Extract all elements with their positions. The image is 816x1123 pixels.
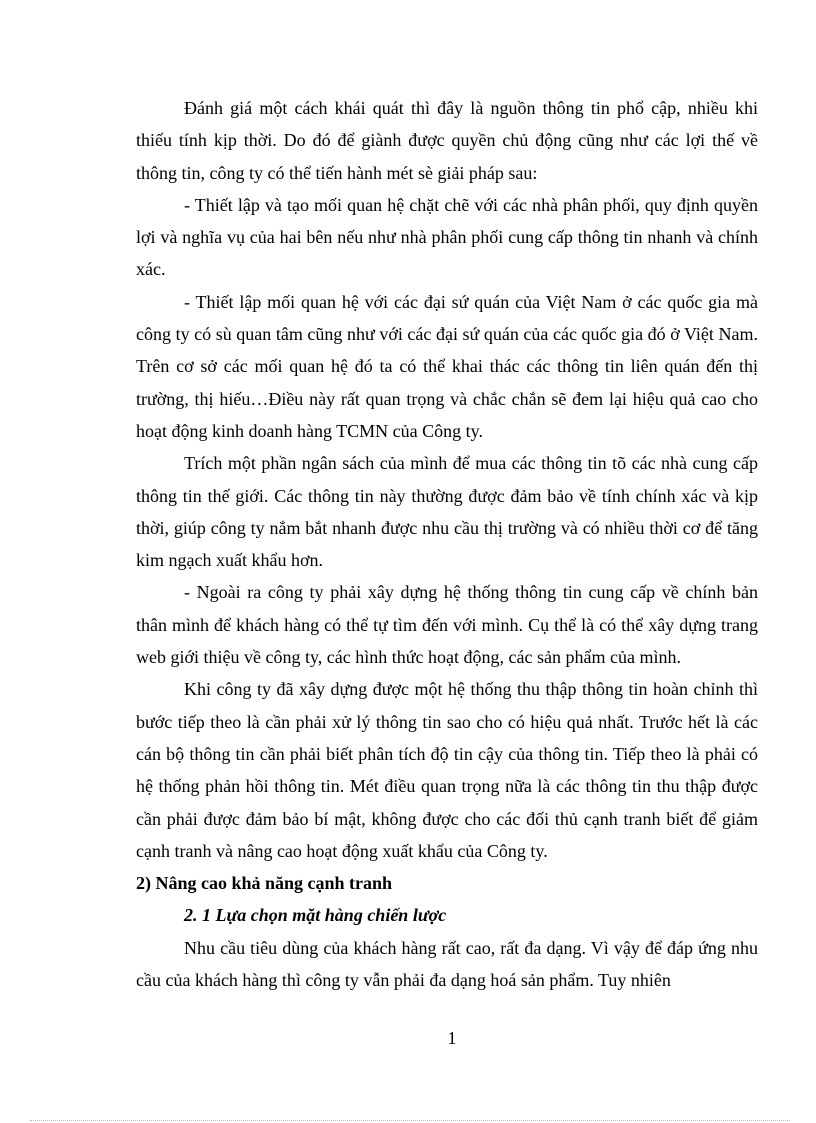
paragraph-info-overview: Đánh giá một cách khái quát thì đây là nguồn thông tin phổ cập, nhiều khi thiếu tính kịp thời. Do đó để giành được quyền chủ động cũng như các lợi thế về thông tin, công ty có thể tiến hành mét sè giải pháp sau:	[136, 98, 758, 183]
paragraph-distributor-relations: - Thiết lập và tạo mối quan hệ chặt chẽ với các nhà phân phối, quy định quyền lợi và nghĩa vụ của hai bên nếu như nhà phân phối cung cấp thông tin nhanh và chính xác.	[136, 194, 758, 280]
paragraph-consumer-demand: Nhu cầu tiêu dùng của khách hàng rất cao, rất đa dạng. Vì vậy để đáp ứng nhu cầu của khách hàng thì công ty vẫn phải đa dạng hoá sản phẩm. Tuy nhiên	[136, 937, 758, 991]
document-body	[136, 92, 758, 996]
paragraph-purchase-information: Trích một phần ngân sách của mình để mua các thông tin tõ các nhà cung cấp thông tin thế giới. Các thông tin này thường được đảm bảo về tính chính xác và kịp thời, giúp công ty nắm bắt nhanh được nhu cầu thị trường và có nhiều thời cơ để tăng kim ngạch xuất khẩu hơn.	[136, 453, 758, 571]
paragraph-embassy-relations: - Thiết lập mối quan hệ với các đại sứ quán của Việt Nam ở các quốc gia mà công ty có sù quan tâm cũng như với các đại sứ quán của các quốc gia đó ở Việt Nam. Trên cơ sở các mối quan hệ đó ta có thể khai thác các thông tin liên quán đến thị trường, thị hiếu…Điều này rất quan trọng và chắc chắn sẽ đem lại hiệu quả cao cho hoạt động kinh doanh hàng TCMN của Công ty.	[136, 291, 758, 441]
section-heading: 2) Nâng cao khả năng cạnh tranh	[136, 873, 393, 894]
footer-divider	[30, 1120, 790, 1121]
paragraph-company-website: - Ngoài ra công ty phải xây dựng hệ thống thông tin cung cấp về chính bản thân mình để khách hàng có thể tự tìm đến với mình. Cụ thể là có thể xây dựng trang web giới thiệu về công ty, các hình thức hoạt động, các sản phẩm của mình.	[136, 582, 758, 668]
page-number: 1	[447, 1028, 457, 1048]
subsection-heading: 2. 1 Lựa chọn mặt hàng chiến lược	[184, 905, 447, 926]
paragraph-information-processing: Khi công ty đã xây dựng được một hệ thống thu thập thông tin hoàn chỉnh thì bước tiếp theo là cần phải xử lý thông tin sao cho có hiệu quả nhất. Trước hết là các cán bộ thông tin cần phải biết phân tích độ tin cậy của thông tin. Tiếp theo là phải có hệ thống phản hồi thông tin. Mét điều quan trọng nữa là các thông tin thu thập được cần phải được đảm bảo bí mật, không được cho các đối thủ cạnh tranh biết để giảm cạnh tranh và nâng cao hoạt động xuất khẩu của Công ty.	[136, 679, 758, 861]
